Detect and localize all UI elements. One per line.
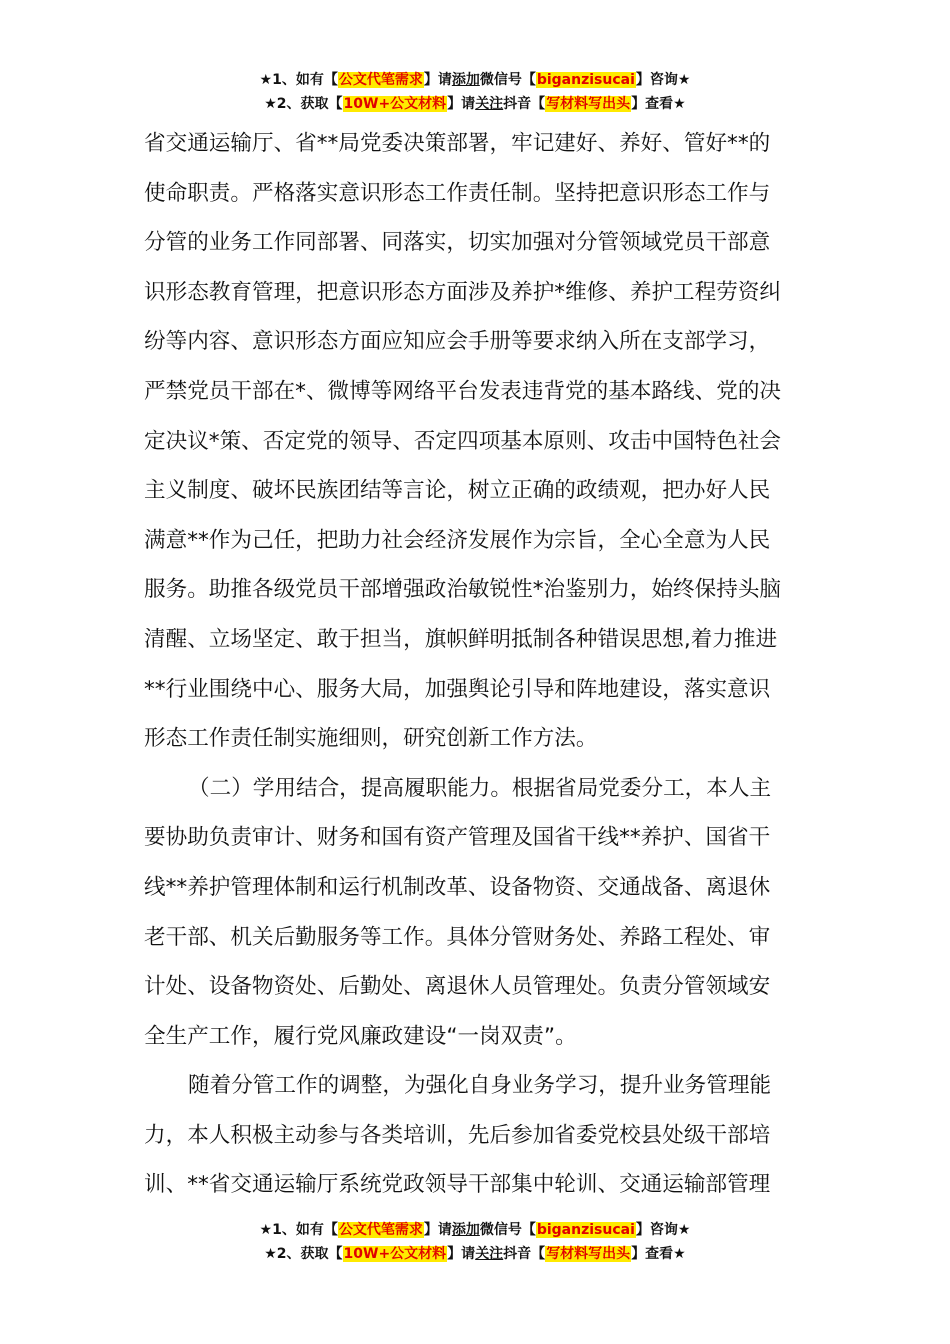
banner-text: 抖音【 <box>503 1246 546 1262</box>
body-line: 形态工作责任制实施细则，研究创新工作方法。 <box>144 726 598 752</box>
body-line: 线**养护管理体制和运行机制改革、设备物资、交通战备、离退休 <box>144 874 771 900</box>
body-line: 计处、设备物资处、后勤处、离退休人员管理处。负责分管领域安 <box>144 974 771 1000</box>
banner-line-1 <box>0 68 950 92</box>
banner-text: 】请 <box>423 1222 452 1238</box>
document-body <box>144 119 808 1210</box>
body-line: 老干部、机关后勤服务等工作。具体分管财务处、养路工程处、审 <box>144 924 771 950</box>
body-line: 严禁党员干部在*、微博等网络平台发表违背党的基本路线、党的决 <box>144 378 782 404</box>
banner-text: 微信号【 <box>479 72 536 88</box>
body-line: **行业围绕中心、服务大局，加强舆论引导和阵地建设，落实意识 <box>144 676 771 702</box>
banner-underlined-text: 关注 <box>475 1246 504 1262</box>
body-line: 服务。助推各级党员干部增强政治敏锐性*治鉴别力，始终保持头脑 <box>144 577 782 603</box>
body-line: 训、**省交通运输厅系统党政领导干部集中轮训、交通运输部管理 <box>144 1172 771 1198</box>
paragraph-start-line: 随着分管工作的调整，为强化自身业务学习，提升业务管理能 <box>188 1073 772 1099</box>
banner-highlight: biganzisucai <box>536 1222 635 1238</box>
banner-text: 】查看★ <box>631 96 686 112</box>
banner-text: 】请 <box>423 72 452 88</box>
banner-text: ★1、如有【 <box>259 72 338 88</box>
body-line: 使命职责。严格落实意识形态工作责任制。坚持把意识形态工作与 <box>144 180 771 206</box>
body-line: 分管的业务工作同部署、同落实，切实加强对分管领域党员干部意 <box>144 230 771 256</box>
banner-highlight: 写材料写出头 <box>546 96 631 112</box>
header-banner <box>0 68 950 116</box>
banner-text: 】咨询★ <box>635 1222 691 1238</box>
banner-highlight: 公文代笔需求 <box>338 1222 423 1238</box>
banner-line-2 <box>0 92 950 116</box>
banner-text: 微信号【 <box>479 1222 536 1238</box>
banner-text: 】请 <box>447 1246 476 1262</box>
body-line: 清醒、立场坚定、敢于担当，旗帜鲜明抵制各种错误思想,着力推进 <box>144 626 778 652</box>
body-line: 要协助负责审计、财务和国有资产管理及国省干线**养护、国省干 <box>144 825 771 851</box>
banner-text: 】查看★ <box>631 1246 686 1262</box>
body-line: 识形态教育管理，把意识形态方面涉及养护*维修、养护工程劳资纠 <box>144 279 782 305</box>
section-heading-line: （二）学用结合，提高履职能力。根据省局党委分工，本人主 <box>188 775 772 801</box>
body-line: 满意**作为己任，把助力社会经济发展作为宗旨，全心全意为人民 <box>144 527 771 553</box>
banner-text: 】请 <box>447 96 476 112</box>
banner-underlined-text: 添加 <box>451 72 480 88</box>
banner-text: ★2、获取【 <box>264 1246 343 1262</box>
body-line: 定决议*策、否定党的领导、否定四项基本原则、攻击中国特色社会 <box>144 428 782 454</box>
body-line: 全生产工作，履行党风廉政建设“一岗双责”。 <box>144 1023 577 1049</box>
banner-text: 】咨询★ <box>635 72 691 88</box>
body-line: 纷等内容、意识形态方面应知应会手册等要求纳入所在支部学习， <box>144 329 771 355</box>
banner-highlight: biganzisucai <box>536 72 635 88</box>
banner-highlight: 公文代笔需求 <box>338 72 423 88</box>
body-line: 力，本人积极主动参与各类培训，先后参加省委党校县处级干部培 <box>144 1122 771 1148</box>
banner-highlight: 写材料写出头 <box>546 1246 631 1262</box>
banner-text: ★2、获取【 <box>264 96 343 112</box>
banner-highlight: 10W+公文材料 <box>343 96 447 112</box>
banner-underlined-text: 添加 <box>451 1222 480 1238</box>
banner-text: ★1、如有【 <box>259 1222 338 1238</box>
banner-text: 抖音【 <box>503 96 546 112</box>
body-line: 省交通运输厅、省**局党委决策部署，牢记建好、养好、管好**的 <box>144 131 771 156</box>
banner-highlight: 10W+公文材料 <box>343 1246 447 1262</box>
banner-line-1 <box>0 1218 950 1242</box>
banner-line-2 <box>0 1242 950 1266</box>
banner-underlined-text: 关注 <box>475 96 504 112</box>
footer-banner <box>0 1218 950 1266</box>
body-line: 主义制度、破坏民族团结等言论，树立正确的政绩观，把办好人民 <box>144 478 771 504</box>
